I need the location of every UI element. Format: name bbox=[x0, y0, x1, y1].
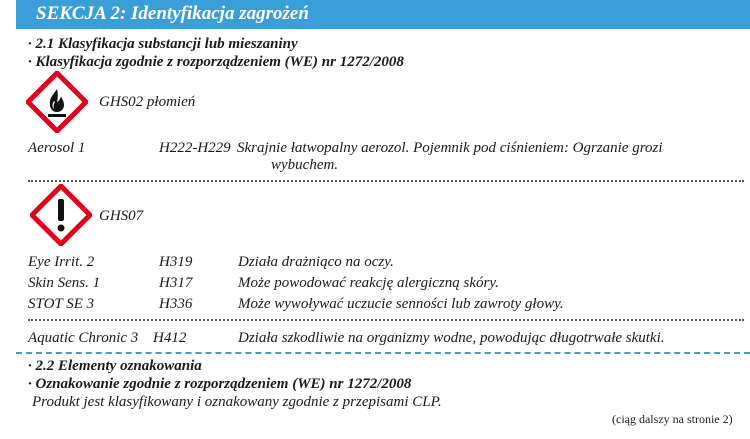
hazard-category: Aerosol 1 bbox=[28, 140, 86, 156]
classification-heading: · Klasyfikacja zgodnie z rozporządzeniem (WE) nr 1272/2008 bbox=[28, 54, 404, 70]
hazard-statement-continuation: wybuchem. bbox=[271, 157, 339, 173]
hazard-code: H222-H229 bbox=[159, 140, 231, 156]
dotted-separator bbox=[28, 180, 744, 182]
hazard-statement: Może powodować reakcję alergiczną skóry. bbox=[238, 275, 499, 291]
dotted-separator bbox=[28, 319, 744, 321]
continued-note: (ciąg dalszy na stronie 2) bbox=[612, 412, 733, 426]
hazard-category: Eye Irrit. 2 bbox=[28, 254, 95, 270]
section-2-1-heading: · 2.1 Klasyfikacja substancji lub mieszaniny bbox=[28, 36, 298, 52]
section-2-2-heading: · 2.2 Elementy oznakowania bbox=[28, 358, 202, 374]
hazard-code: H336 bbox=[159, 296, 193, 312]
hazard-category: Skin Sens. 1 bbox=[28, 275, 101, 291]
section-title: SEKCJA 2: Identyfikacja zagrożeń bbox=[36, 3, 309, 24]
labelling-heading: · Oznakowanie zgodnie z rozporządzeniem (WE) nr 1272/2008 bbox=[28, 376, 412, 392]
exclamation-pictogram-icon bbox=[30, 184, 92, 246]
hazard-statement: Działa drażniąco na oczy. bbox=[238, 254, 394, 270]
hazard-category: Aquatic Chronic 3 bbox=[28, 330, 139, 346]
hazard-code: H317 bbox=[159, 275, 193, 291]
labelling-text: Produkt jest klasyfikowany i oznakowany zgodnie z przepisami CLP. bbox=[32, 394, 442, 410]
section-header bbox=[16, 0, 750, 29]
hazard-statement: Skrajnie łatwopalny aerozol. Pojemnik pod ciśnieniem: Ogrzanie grozi bbox=[237, 140, 663, 156]
hazard-statement: Działa szkodliwie na organizmy wodne, powodując długotrwałe skutki. bbox=[238, 330, 665, 346]
flame-pictogram-icon bbox=[26, 71, 88, 133]
ghs07-label: GHS07 bbox=[99, 208, 144, 224]
ghs02-label: GHS02 płomień bbox=[99, 94, 196, 110]
hazard-statement: Może wywoływać uczucie senności lub zawroty głowy. bbox=[238, 296, 564, 312]
section-divider bbox=[16, 352, 750, 354]
hazard-code: H412 bbox=[153, 330, 187, 346]
hazard-category: STOT SE 3 bbox=[28, 296, 95, 312]
hazard-code: H319 bbox=[159, 254, 193, 270]
